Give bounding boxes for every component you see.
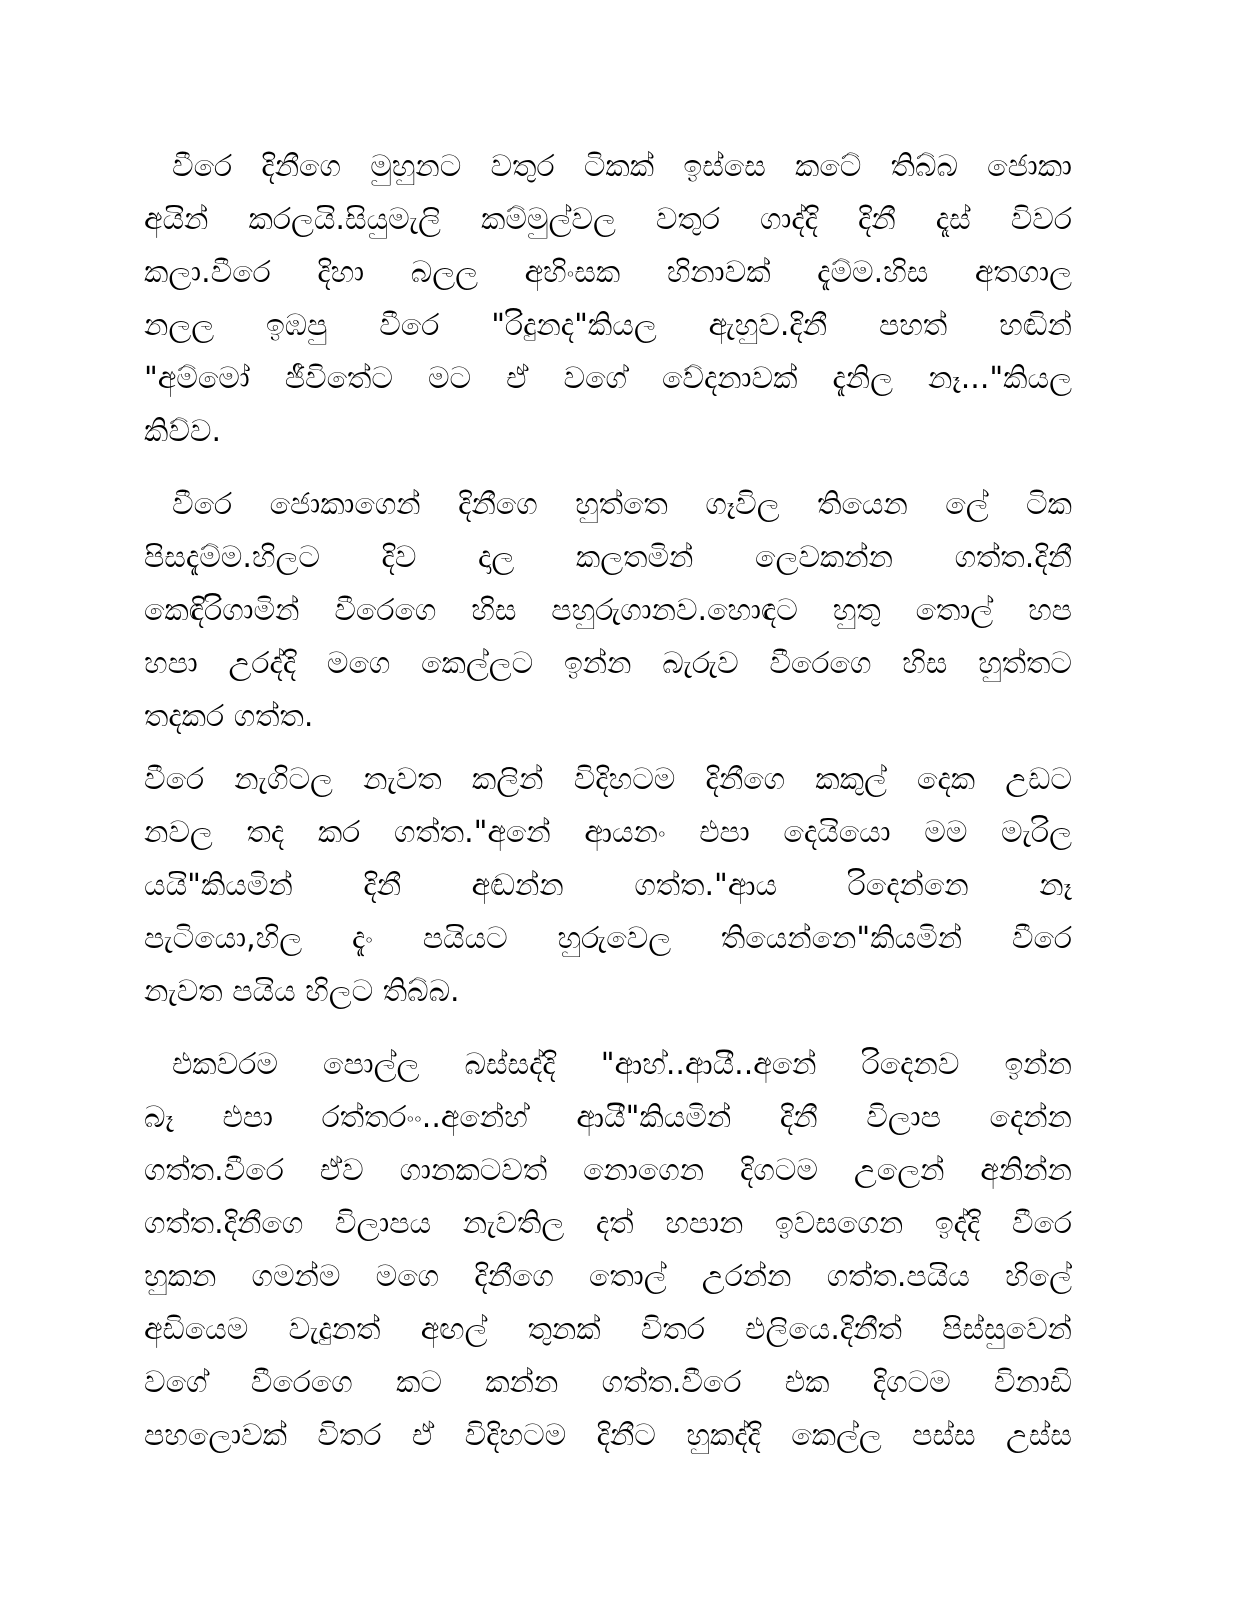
text-line: කෙඳිරිගාමින් වීරෙගෙ හිස පහුරුගානව.හොඳට හුතු තොල් හප (144, 593, 1072, 628)
text-line: වීරෙ ජොකාගෙන් දිනීගෙ හුත්තෙ ගෑවිල තියෙන ලේ ටික (172, 487, 1072, 522)
text-line: කිව්ව. (144, 414, 222, 449)
text-line: හුකන ගමන්ම මගෙ දිනීගෙ තොල් උරන්න ගත්ත.පයිය හිලේ (144, 1259, 1072, 1294)
text-line: අඩියෙම වැදුනත් අඟල් තුනක් විතර එලියෙ.දිනීත් පිස්සුවෙන් (144, 1312, 1072, 1347)
text-line: නවල තද කර ගත්ත."අනේ ආයනං එපා දෙයියො මම මැරිල (144, 815, 1072, 850)
paragraph-1 (144, 140, 1072, 458)
body-text (144, 140, 1072, 1462)
text-line: යයි"කියමින් දිනී අඬන්න ගත්ත."ආය රිදෙන්නෙ නෑ (144, 868, 1072, 903)
text-line: නැවත පයිය හිලට තිබ්බ. (144, 974, 460, 1009)
text-line: කලා.වීරෙ දිහා බලල අහිංසක හිනාවක් දැම්ම.හිස අතගාල (144, 255, 1072, 290)
text-line: වීරෙ නැගිටල නැවත කලින් විදිහටම දිනීගෙ කකුල් දෙක උඩට (144, 762, 1072, 797)
paragraph-4 (144, 1038, 1072, 1462)
text-line: එකවරම පොල්ල බස්සද්දි "ආහ්..ආයී..අනේ රිදෙනව ඉන්න (172, 1047, 1072, 1082)
text-line: වීරෙ දිනීගෙ මුහුනට වතුර ටිකක් ඉස්සෙ කටේ තිබ්බ ජොකා (172, 149, 1072, 184)
text-line: පහලොවක් විතර ඒ විදිහටම දිනීට හුකද්දි කෙල්ල පස්ස උස්ස (144, 1418, 1072, 1453)
text-line: බෑ එපා රත්තරංං..අනේහ් ආයී"කියමින් දිනී විලාප දෙන්න (144, 1100, 1072, 1135)
text-line: පිසදැම්ම.හිලට දිව දාල කලතමින් ලෙවකන්න ගත්ත.දිනී (144, 540, 1072, 575)
text-line: ගත්ත.වීරෙ ඒව ගානකටවත් නොගෙන දිගටම උලෙන් අනින්න (144, 1153, 1072, 1188)
paragraph-3 (144, 753, 1072, 1018)
text-line: "අම්මෝ ජීවිතේට මට ඒ වගේ වේදනාවක් දැනිල නෑ..."කියල (144, 361, 1072, 396)
text-line: ගත්ත.දිනීගෙ විලාපය නැවතිල දත් හපාන ඉවසගෙන ඉද්දි වීරෙ (144, 1206, 1072, 1241)
text-line: හපා උරද්දි මගෙ කෙල්ලට ඉන්න බැරුව වීරෙගෙ හිස හුත්තට (144, 646, 1072, 681)
text-line: පැටියො,හිල දැං පයියට හුරුවෙල තියෙන්නෙ"කියමින් වීරෙ (144, 921, 1072, 956)
text-line: තදකර ගත්ත. (144, 699, 314, 734)
text-line: වගේ වීරෙගෙ කට කන්න ගත්ත.වීරෙ එක දිගටම විනාඩි (144, 1365, 1072, 1400)
text-line: අයින් කරලයි.සියුමැලි කම්මුල්වල වතුර ගාද්දි දිනී දෑස් විවර (144, 202, 1072, 237)
text-line: නලල ඉඹපු වීරෙ "රිදුනද"කියල ඇහුව.දිනී පහත් හඬින් (144, 308, 1072, 343)
paragraph-2 (144, 478, 1072, 743)
